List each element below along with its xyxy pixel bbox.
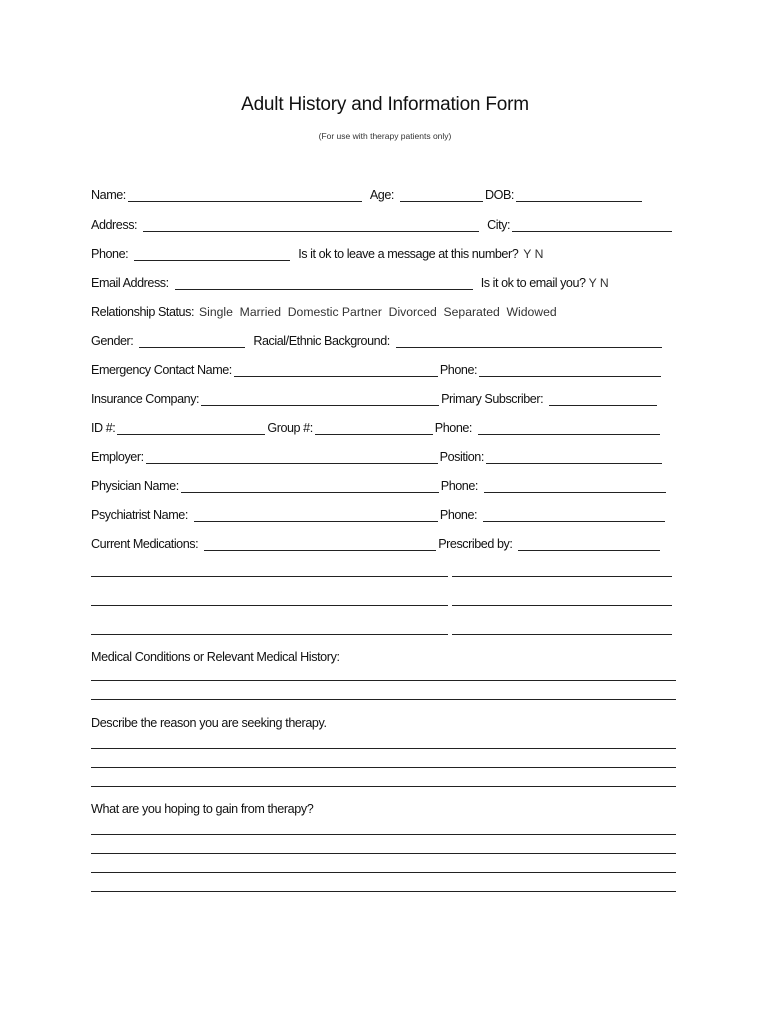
gender-label: Gender: bbox=[91, 334, 134, 348]
age-label: Age: bbox=[369, 188, 394, 202]
medications-field[interactable] bbox=[204, 537, 436, 551]
row-insurance bbox=[91, 386, 659, 406]
name-label: Name: bbox=[91, 188, 126, 202]
relationship-options[interactable]: Single Married Domestic Partner Divorced Separated Widowed bbox=[199, 305, 557, 319]
group-field[interactable] bbox=[315, 421, 433, 435]
racial-label: Racial/Ethnic Background: bbox=[253, 334, 390, 348]
reason-line[interactable] bbox=[91, 786, 676, 787]
emergency-contact-label: Emergency Contact Name: bbox=[91, 363, 232, 377]
row-address bbox=[91, 212, 674, 232]
physician-phone-label: Phone: bbox=[440, 479, 478, 493]
employer-label: Employer: bbox=[91, 450, 144, 464]
psychiatrist-phone-field[interactable] bbox=[483, 508, 665, 522]
position-label: Position: bbox=[439, 450, 484, 464]
goals-line[interactable] bbox=[91, 853, 676, 854]
goals-heading: What are you hoping to gain from therapy? bbox=[91, 802, 314, 816]
email-label: Email Address: bbox=[91, 276, 169, 290]
reason-heading: Describe the reason you are seeking therapy. bbox=[91, 716, 327, 730]
city-label: City: bbox=[487, 218, 511, 232]
ok-email-label: Is it ok to email you? bbox=[480, 276, 586, 290]
city-field[interactable] bbox=[512, 218, 672, 232]
group-label: Group #: bbox=[267, 421, 313, 435]
ok-email-options[interactable]: Y N bbox=[588, 276, 609, 290]
prescriber-line[interactable] bbox=[452, 634, 672, 635]
row-relationship bbox=[91, 299, 557, 319]
row-medications bbox=[91, 531, 662, 551]
row-employer bbox=[91, 444, 664, 464]
row-email bbox=[91, 270, 609, 290]
row-gender bbox=[91, 328, 664, 348]
form-subtitle: (For use with therapy patients only) bbox=[318, 131, 452, 141]
row-emergency bbox=[91, 357, 663, 377]
medication-line[interactable] bbox=[91, 576, 448, 577]
medical-history-line[interactable] bbox=[91, 680, 676, 681]
primary-subscriber-field[interactable] bbox=[549, 392, 657, 406]
position-field[interactable] bbox=[486, 450, 662, 464]
age-field[interactable] bbox=[400, 188, 483, 202]
racial-field[interactable] bbox=[396, 334, 662, 348]
id-label: ID #: bbox=[91, 421, 116, 435]
medical-history-line[interactable] bbox=[91, 699, 676, 700]
reason-line[interactable] bbox=[91, 767, 676, 768]
phone-field[interactable] bbox=[134, 247, 290, 261]
physician-label: Physician Name: bbox=[91, 479, 179, 493]
row-physician bbox=[91, 473, 668, 493]
leave-message-label: Is it ok to leave a message at this number? bbox=[298, 247, 519, 261]
gender-field[interactable] bbox=[139, 334, 245, 348]
prescribed-by-label: Prescribed by: bbox=[438, 537, 513, 551]
prescriber-line[interactable] bbox=[452, 605, 672, 606]
medical-history-heading: Medical Conditions or Relevant Medical History: bbox=[91, 650, 340, 664]
prescribed-by-field[interactable] bbox=[518, 537, 660, 551]
primary-subscriber-label: Primary Subscriber: bbox=[441, 392, 544, 406]
medications-label: Current Medications: bbox=[91, 537, 199, 551]
ins-phone-label: Phone: bbox=[434, 421, 472, 435]
name-field[interactable] bbox=[128, 188, 362, 202]
prescriber-line[interactable] bbox=[452, 576, 672, 577]
psychiatrist-phone-label: Phone: bbox=[439, 508, 478, 522]
address-field[interactable] bbox=[143, 218, 479, 232]
emergency-contact-field[interactable] bbox=[234, 363, 438, 377]
row-phone bbox=[91, 241, 543, 261]
psychiatrist-field[interactable] bbox=[194, 508, 438, 522]
emergency-phone-field[interactable] bbox=[479, 363, 661, 377]
phone-label: Phone: bbox=[91, 247, 129, 261]
goals-line[interactable] bbox=[91, 872, 676, 873]
emergency-phone-label: Phone: bbox=[439, 363, 478, 377]
goals-line[interactable] bbox=[91, 834, 676, 835]
form-title: Adult History and Information Form bbox=[241, 94, 529, 115]
dob-label: DOB: bbox=[484, 188, 514, 202]
id-field[interactable] bbox=[117, 421, 265, 435]
physician-phone-field[interactable] bbox=[484, 479, 666, 493]
ins-phone-field[interactable] bbox=[478, 421, 660, 435]
reason-line[interactable] bbox=[91, 748, 676, 749]
row-name bbox=[91, 182, 644, 202]
row-psychiatrist bbox=[91, 502, 667, 522]
insurance-label: Insurance Company: bbox=[91, 392, 200, 406]
medication-line[interactable] bbox=[91, 634, 448, 635]
address-label: Address: bbox=[91, 218, 138, 232]
leave-message-options[interactable]: Y N bbox=[523, 247, 544, 261]
insurance-field[interactable] bbox=[201, 392, 439, 406]
relationship-label: Relationship Status: bbox=[91, 305, 195, 319]
physician-field[interactable] bbox=[181, 479, 439, 493]
medication-line[interactable] bbox=[91, 605, 448, 606]
psychiatrist-label: Psychiatrist Name: bbox=[91, 508, 188, 522]
row-id bbox=[91, 415, 662, 435]
goals-line[interactable] bbox=[91, 891, 676, 892]
email-field[interactable] bbox=[175, 276, 473, 290]
dob-field[interactable] bbox=[516, 188, 642, 202]
employer-field[interactable] bbox=[146, 450, 438, 464]
